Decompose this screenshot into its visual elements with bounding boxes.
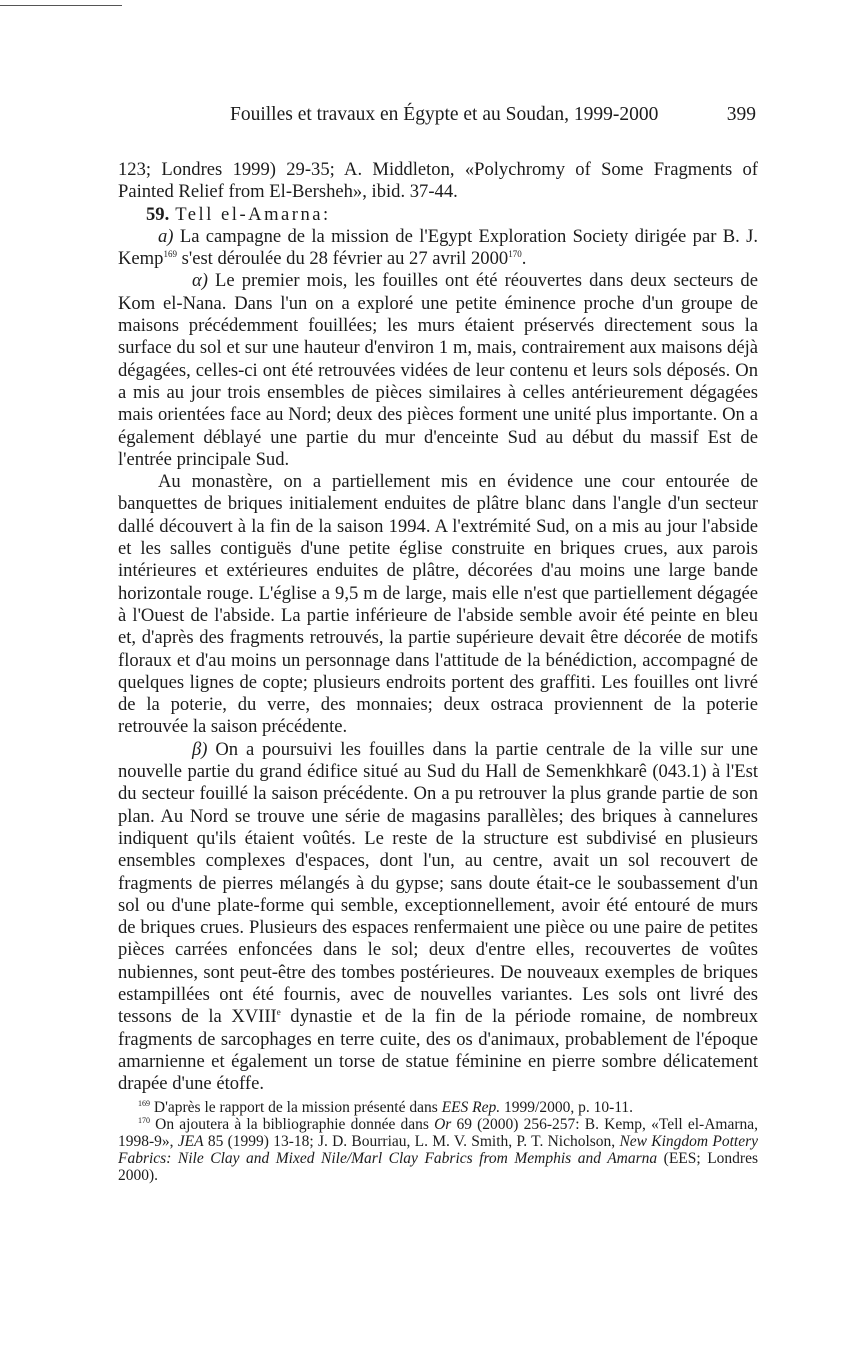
footnote-number: 170 [138, 1115, 150, 1125]
main-text [118, 159, 758, 1095]
paragraph-monastery: Au monastère, on a partiellement mis en évidence une cour entourée de banquettes de briques initialement enduites de plâtre blanc dans l'angle d'un secteur dallé découvert à la fin de la saison 1994. A l'extrémité Sud, on a mis au jour l'abside et les salles contiguës d'une petite église construite en briques crues, aux parois intérieures et extérieures enduites de plâtre, décorées d'au moins une large bande horizontale rouge. L'église a 9,5 m de large, mais elle n'est que partiellement dégagée à l'Ouest de l'abside. La partie inférieure de l'abside semble avoir été peinte en bleu et, d'après des fragments retrouvés, la partie supérieure devait être décorée de motifs floraux et d'au moins un personnage dans l'attitude de la bénédiction, accompagné de quelques lignes de copte; plusieurs endroits portent des graffiti. Les fouilles ont livré de la poterie, du verre, des monnaies; deux ostraca proviennent de la poterie retrouvée la saison précédente. [118, 471, 758, 738]
footnotes [118, 1099, 758, 1184]
footnote-ref-170: 170 [508, 249, 522, 259]
paragraph-a-label: a) [158, 225, 174, 247]
paragraph-alpha-label: α) [192, 270, 208, 292]
paragraph-a: a) La campagne de la mission de l'Egypt Exploration Society dirigée par B. J. Kemp$^{169}$ s'est déroulée du 28 février au 27 avril 2000$^{170}$. [118, 225, 758, 270]
section-title: Tell el-Amarna: [175, 203, 331, 225]
top-rule [0, 5, 122, 6]
carryover-paragraph: 123; Londres 1999) 29-35; A. Middleton, «Polychromy of Some Fragments of Painted Relief from El-Bersheh», ibid. 37-44. [118, 159, 758, 203]
paragraph-beta: β) On a poursuivi les fouilles dans la partie centrale de la ville sur une nouvelle partie du grand édifice situé au Sud du Hall de Semenkhkarê (043.1) à l'Est du secteur fouillé la saison précédente. On a pu retrouver la plus grande partie de son plan. Au Nord se trouve une série de magasins parallèles; des briques à cannelures indiquent qu'ils étaient voûtés. Le reste de la structure est subdivisé en plusieurs ensembles complexes d'espaces, dont l'un, au centre, avait un sol recouvert de fragments de pierres mélangés à du gypse; sans doute était-ce le soubassement d'un sol ou d'une plate-forme qui semble, exceptionnellement, avoir été entouré de murs de briques crues. Plusieurs des espaces renfermaient une pièce ou une paire de petites pièces carrées enfoncées dans le sol; deux d'entre elles, recouvertes de voûtes nubiennes, sont peut-être des tombes postérieures. De nouveaux exemples de briques estampillées ont été fournis, avec de nouvelles variantes. Les sols ont livré des tessons de la XVIIIe dynastie et de la fin de la période romaine, de nombreux fragments de sarcophages en terre cuite, des os d'animaux, probablement de l'époque amarnienne et également un torse de statue féminine en pierre sombre délicatement drapée d'une étoffe. [118, 738, 758, 1095]
footnote-number: 169 [138, 1098, 150, 1108]
footnote-170: $^{170}$ On ajoutera à la bibliographie donnée dans Or 69 (2000) 256-257: B. Kemp, «Tell el-Amarna, 1998-9», JEA 85 (1999) 13-18; J. D. Bourriau, L. M. V. Smith, P. T. Nicholson, New Kingdom Pottery Fabrics: Nile Clay and Mixed Nile/Marl Clay Fabrics from Memphis and Amarna (EES; Londres 2000). [118, 1115, 759, 1184]
paragraph-alpha: α) Le premier mois, les fouilles ont été réouvertes dans deux secteurs de Kom el-Nana. Dans l'un on a exploré une petite éminence proche d'un groupe de maisons précédemment fouillées; les murs étaient préservés directement sous la surface du sol et sur une hauteur d'environ 1 m, mais, contrairement aux maisons déjà dégagées, celles-ci ont été retrouvées vidées de leur contenu et leurs sols déposés. On a mis au jour trois ensembles de pièces similaires à celles antérieurement dégagées mais orientées face au Nord; deux des pièces forment une unité plus importante. On a également déblayé une partie du mur d'enceinte Sud au début du massif Est de l'entrée principale Sud. [118, 270, 758, 470]
page-header [118, 104, 758, 134]
section-heading [118, 204, 758, 226]
footnote-169: $^{169}$ D'après le rapport de la mission présenté dans EES Rep. 1999/2000, p. 10-11. [138, 1098, 634, 1116]
page-number: 399 [726, 104, 756, 125]
superscript-e: e [276, 1007, 281, 1018]
paragraph-beta-label: β) [192, 738, 208, 760]
running-title: Fouilles et travaux en Égypte et au Soudan, 1999-2000 [230, 104, 659, 125]
section-number: 59. [146, 203, 170, 225]
footnote-ref-169: 169 [163, 249, 177, 259]
